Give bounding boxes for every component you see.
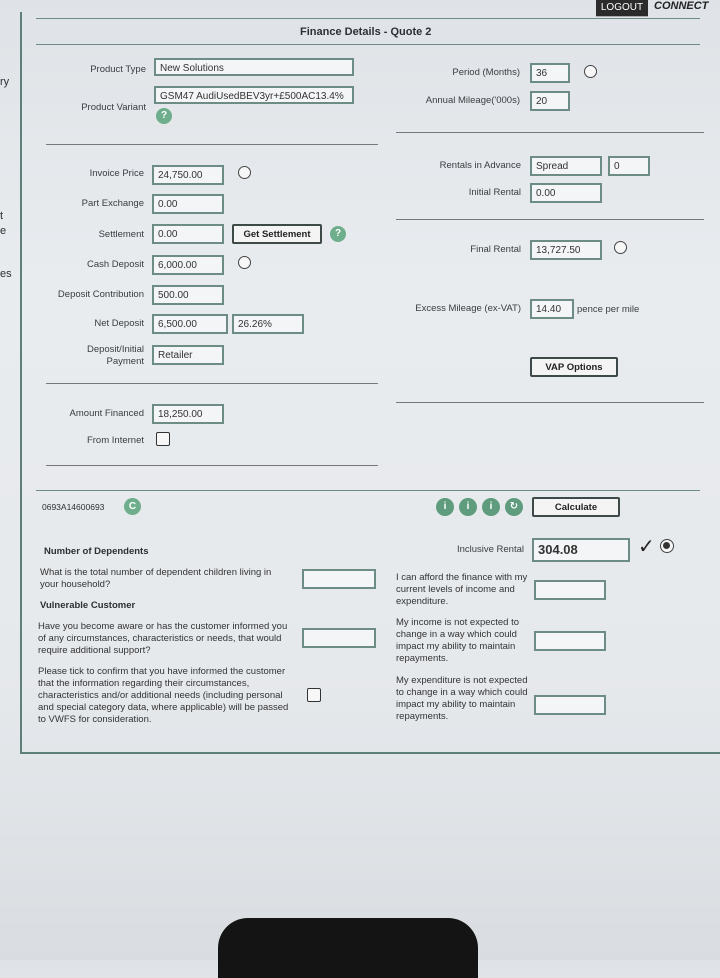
part-exchange-input[interactable]: 0.00 bbox=[152, 194, 224, 214]
inclusive-rental-radio[interactable] bbox=[660, 539, 674, 553]
final-rental-radio[interactable] bbox=[614, 241, 627, 254]
cash-deposit-radio[interactable] bbox=[238, 256, 251, 269]
divider bbox=[46, 465, 378, 466]
info-icon[interactable]: i bbox=[459, 498, 477, 516]
deposit-contribution-label: Deposit Contribution bbox=[57, 289, 144, 300]
period-radio[interactable] bbox=[584, 65, 597, 78]
connect-label: CONNECT bbox=[654, 0, 709, 12]
inclusive-rental-output: 304.08 bbox=[532, 538, 630, 562]
from-internet-label: From Internet bbox=[86, 435, 144, 446]
section-rule bbox=[36, 490, 700, 491]
logout-button[interactable]: LOGOUT bbox=[596, 0, 648, 17]
divider bbox=[396, 132, 704, 133]
final-rental-input[interactable]: 13,727.50 bbox=[530, 240, 602, 260]
label-line: Payment bbox=[106, 356, 144, 367]
title-rule bbox=[36, 18, 700, 19]
settlement-input[interactable]: 0.00 bbox=[152, 224, 224, 244]
amount-financed-label: Amount Financed bbox=[69, 408, 144, 419]
period-label: Period (Months) bbox=[452, 67, 520, 78]
info-icon[interactable]: i bbox=[482, 498, 500, 516]
excess-mileage-unit: pence per mile bbox=[577, 304, 640, 315]
help-icon[interactable]: ? bbox=[156, 108, 172, 124]
deposit-initial-payment-select[interactable]: Retailer bbox=[152, 345, 224, 365]
vulnerable-question: Have you become aware or has the customer informed you of any circumstances, characteristics or needs, that would require additional support? bbox=[38, 621, 288, 656]
rentals-in-advance-label: Rentals in Advance bbox=[439, 160, 521, 171]
divider bbox=[46, 383, 378, 384]
strip-text: es bbox=[0, 268, 12, 280]
product-type-label: Product Type bbox=[90, 64, 146, 75]
product-variant-label: Product Variant bbox=[81, 102, 146, 113]
deposit-initial-payment-label bbox=[50, 344, 144, 367]
divider bbox=[396, 402, 704, 403]
initial-rental-label: Initial Rental bbox=[468, 187, 521, 198]
consent-text: Please tick to confirm that you have informed the customer that the information regarding their circumstances, characteristics and/or additional needs (including personal and special category data, where applicable) will be passed to VWFS for consideration. bbox=[38, 666, 289, 725]
expenditure-input[interactable] bbox=[534, 695, 606, 715]
deposit-contribution-input[interactable]: 500.00 bbox=[152, 285, 224, 305]
income-statement: My income is not expected to change in a way which could impact my ability to maintain repayments. bbox=[396, 617, 520, 664]
settlement-label: Settlement bbox=[98, 229, 144, 240]
vulnerable-input[interactable] bbox=[302, 628, 376, 648]
afford-statement: I can afford the finance with my current levels of income and expenditure. bbox=[396, 572, 528, 607]
final-rental-label: Final Rental bbox=[470, 244, 521, 255]
afford-input[interactable] bbox=[534, 580, 606, 600]
cash-deposit-label: Cash Deposit bbox=[86, 259, 144, 270]
income-input[interactable] bbox=[534, 631, 606, 651]
part-exchange-label: Part Exchange bbox=[81, 198, 144, 209]
expenditure-statement: My expenditure is not expected to change in a way which could impact my ability to maintain repayments. bbox=[396, 675, 528, 722]
vap-options-button[interactable]: VAP Options bbox=[530, 357, 618, 377]
vulnerable-heading: Vulnerable Customer bbox=[40, 600, 136, 611]
info-icon[interactable]: i bbox=[436, 498, 454, 516]
rentals-in-advance-select[interactable]: Spread bbox=[530, 156, 602, 176]
rentals-count-input[interactable]: 0 bbox=[608, 156, 650, 176]
bottom-shadow bbox=[218, 918, 478, 978]
calculate-button[interactable]: Calculate bbox=[532, 497, 620, 517]
strip-text: ry bbox=[0, 76, 10, 88]
net-deposit-label: Net Deposit bbox=[94, 318, 144, 329]
excess-mileage-label: Excess Mileage (ex-VAT) bbox=[415, 303, 521, 314]
get-settlement-button[interactable]: Get Settlement bbox=[232, 224, 322, 244]
net-deposit-input[interactable]: 6,500.00 bbox=[152, 314, 228, 334]
refresh-code-icon[interactable]: C bbox=[124, 498, 141, 515]
strip-text: e bbox=[0, 225, 7, 237]
annual-mileage-label: Annual Mileage('000s) bbox=[425, 95, 520, 106]
help-icon[interactable]: ? bbox=[330, 226, 346, 242]
dependents-heading: Number of Dependents bbox=[44, 546, 149, 557]
excess-mileage-input[interactable]: 14.40 bbox=[530, 299, 574, 319]
amount-financed-input[interactable]: 18,250.00 bbox=[152, 404, 224, 424]
annual-mileage-input[interactable]: 20 bbox=[530, 91, 570, 111]
title-rule bbox=[36, 44, 700, 45]
invoice-price-label: Invoice Price bbox=[89, 168, 144, 179]
page-title: Finance Details - Quote 2 bbox=[300, 26, 432, 38]
dependents-input[interactable] bbox=[302, 569, 376, 589]
dependents-question: What is the total number of dependent children living in your household? bbox=[40, 567, 272, 590]
reference-code: 0693A14600693 bbox=[42, 502, 105, 512]
period-input[interactable]: 36 bbox=[530, 63, 570, 83]
cash-deposit-input[interactable]: 6,000.00 bbox=[152, 255, 224, 275]
net-deposit-percent: 26.26% bbox=[232, 314, 304, 334]
label-line: Deposit/Initial bbox=[86, 344, 144, 355]
product-type-select[interactable]: New Solutions bbox=[154, 58, 354, 76]
invoice-price-radio[interactable] bbox=[238, 166, 251, 179]
from-internet-checkbox[interactable] bbox=[156, 432, 170, 446]
divider bbox=[396, 219, 704, 220]
invoice-price-input[interactable]: 24,750.00 bbox=[152, 165, 224, 185]
refresh-icon[interactable]: ↻ bbox=[505, 498, 523, 516]
checkmark-icon: ✓ bbox=[638, 536, 655, 558]
product-variant-select[interactable]: GSM47 AudiUsedBEV3yr+£500AC13.4% bbox=[154, 86, 354, 104]
consent-checkbox[interactable] bbox=[307, 688, 321, 702]
inclusive-rental-label: Inclusive Rental bbox=[456, 544, 524, 555]
divider bbox=[46, 144, 378, 145]
strip-text: t bbox=[0, 210, 4, 222]
initial-rental-input[interactable]: 0.00 bbox=[530, 183, 602, 203]
